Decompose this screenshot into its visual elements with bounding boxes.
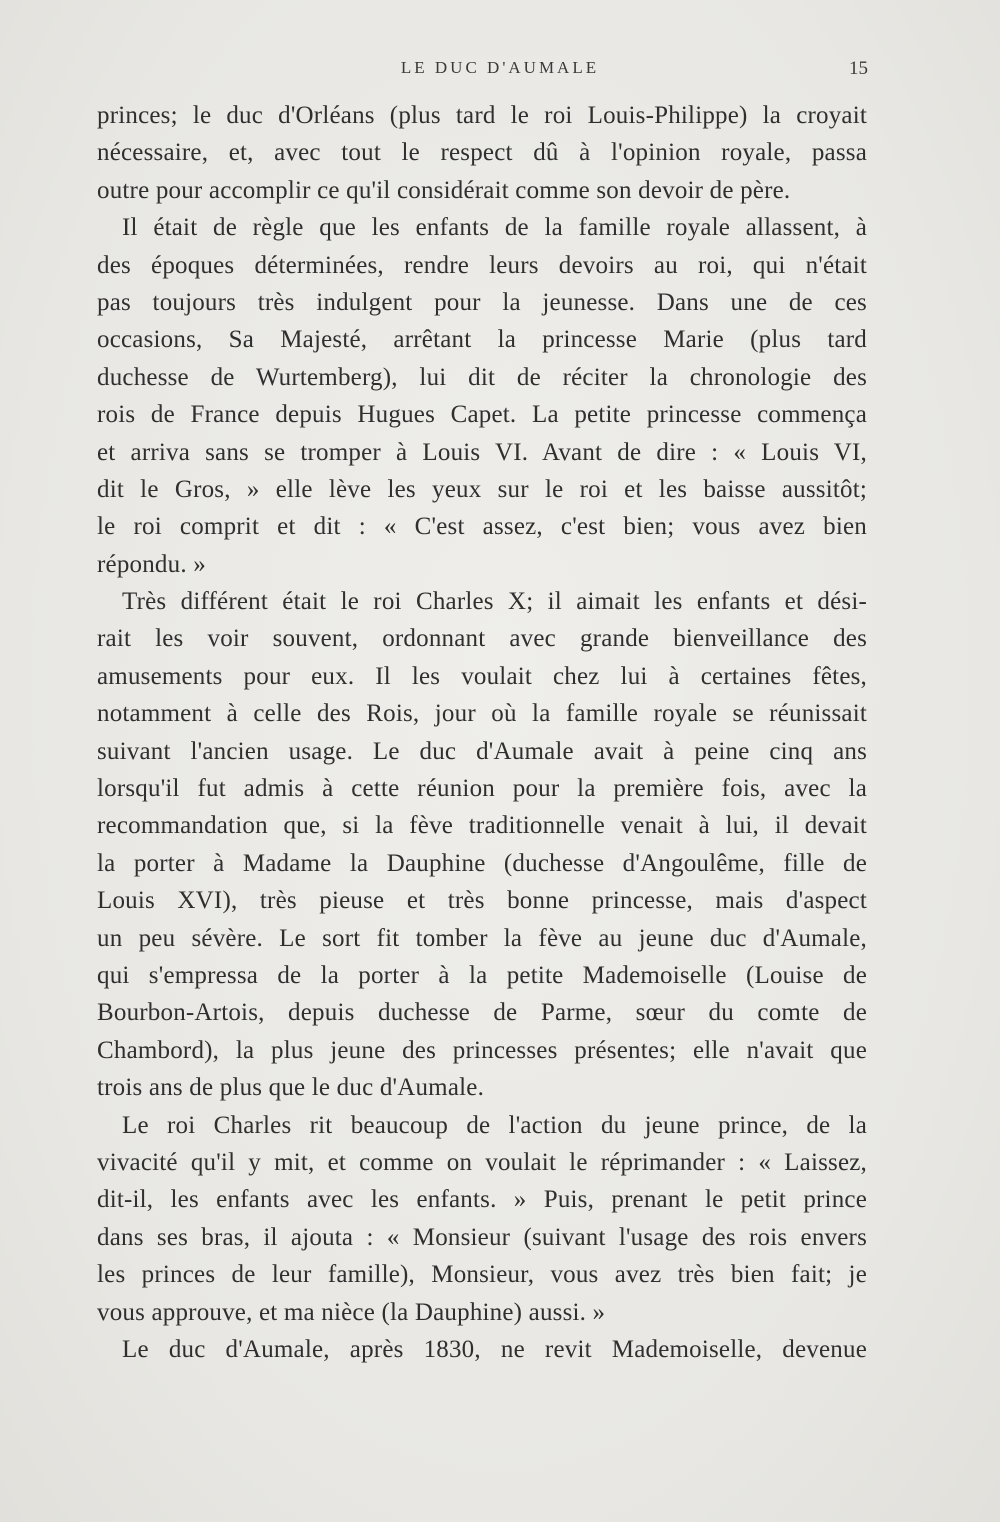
text-line: rois de France depuis Hugues Capet. La petite princesse commença: [97, 401, 867, 429]
text-line: recommandation que, si la fève traditionnelle venait à lui, il devait: [97, 812, 867, 840]
text-line: duchesse de Wurtemberg), lui dit de réciter la chronologie des: [97, 363, 867, 391]
text-line: rait les voir souvent, ordonnant avec grande bienveillance des: [97, 625, 867, 653]
text-line: la porter à Madame la Dauphine (duchesse d'Angoulême, fille de: [97, 849, 867, 877]
text-line: occasions, Sa Majesté, arrêtant la princesse Marie (plus tard: [97, 326, 867, 354]
text-line: vous approuve, et ma nièce (la Dauphine) aussi. »: [97, 1298, 606, 1326]
text-line: dit le Gros, » elle lève les yeux sur le roi et les baisse aussitôt;: [97, 475, 867, 503]
text-line: Louis XVI), très pieuse et très bonne princesse, mais d'aspect: [97, 887, 867, 915]
text-line: et arriva sans se tromper à Louis VI. Avant de dire : « Louis VI,: [97, 438, 867, 466]
text-line: Chambord), la plus jeune des princesses présentes; elle n'avait que: [97, 1036, 867, 1064]
text-line: princes; le duc d'Orléans (plus tard le roi Louis-Philippe) la croyait: [97, 102, 867, 129]
text-line: lorsqu'il fut admis à cette réunion pour la première fois, avec la: [97, 775, 867, 803]
text-line: nécessaire, et, avec tout le respect dû à l'opinion royale, passa: [97, 139, 867, 167]
paragraph-first-line: Le duc d'Aumale, après 1830, ne revit Mademoiselle, devenue: [122, 1335, 867, 1363]
paragraph-first-line: Le roi Charles rit beaucoup de l'action du jeune prince, de la: [122, 1111, 867, 1139]
running-head: [0, 58, 1000, 82]
paragraph-first-line: Très différent était le roi Charles X; il aimait les enfants et dési-: [122, 588, 867, 616]
text-line: dans ses bras, il ajouta : « Monsieur (suivant l'usage des rois envers: [97, 1223, 867, 1251]
text-line: outre pour accomplir ce qu'il considérait comme son devoir de père.: [97, 176, 791, 204]
text-line: les princes de leur famille), Monsieur, vous avez très bien fait; je: [97, 1261, 867, 1289]
text-line: trois ans de plus que le duc d'Aumale.: [97, 1074, 485, 1102]
running-title: LE DUC D'AUMALE: [400, 58, 600, 77]
text-line: dit-il, les enfants avec les enfants. » Puis, prenant le petit prince: [97, 1186, 867, 1214]
text-line: pas toujours très indulgent pour la jeunesse. Dans une de ces: [97, 288, 867, 316]
body-text: [97, 97, 867, 1368]
text-line: suivant l'ancien usage. Le duc d'Aumale avait à peine cinq ans: [97, 737, 867, 765]
text-line: un peu sévère. Le sort fit tomber la fève au jeune duc d'Aumale,: [97, 924, 867, 952]
text-line: notamment à celle des Rois, jour où la famille royale se réunissait: [97, 700, 867, 728]
text-line: le roi comprit et dit : « C'est assez, c'est bien; vous avez bien: [97, 513, 867, 541]
page-number: 15: [849, 58, 868, 79]
text-line: répondu. »: [97, 550, 206, 578]
text-line: vivacité qu'il y mit, et comme on voulait le réprimander : « Laissez,: [97, 1148, 867, 1176]
text-line: Bourbon-Artois, depuis duchesse de Parme, sœur du comte de: [97, 999, 867, 1027]
text-line: des époques déterminées, rendre leurs devoirs au roi, qui n'était: [97, 251, 867, 279]
paragraph-first-line: Il était de règle que les enfants de la famille royale allassent, à: [122, 214, 867, 242]
text-line: qui s'empressa de la porter à la petite Mademoiselle (Louise de: [97, 961, 867, 989]
text-line: amusements pour eux. Il les voulait chez lui à certaines fêtes,: [97, 662, 867, 690]
